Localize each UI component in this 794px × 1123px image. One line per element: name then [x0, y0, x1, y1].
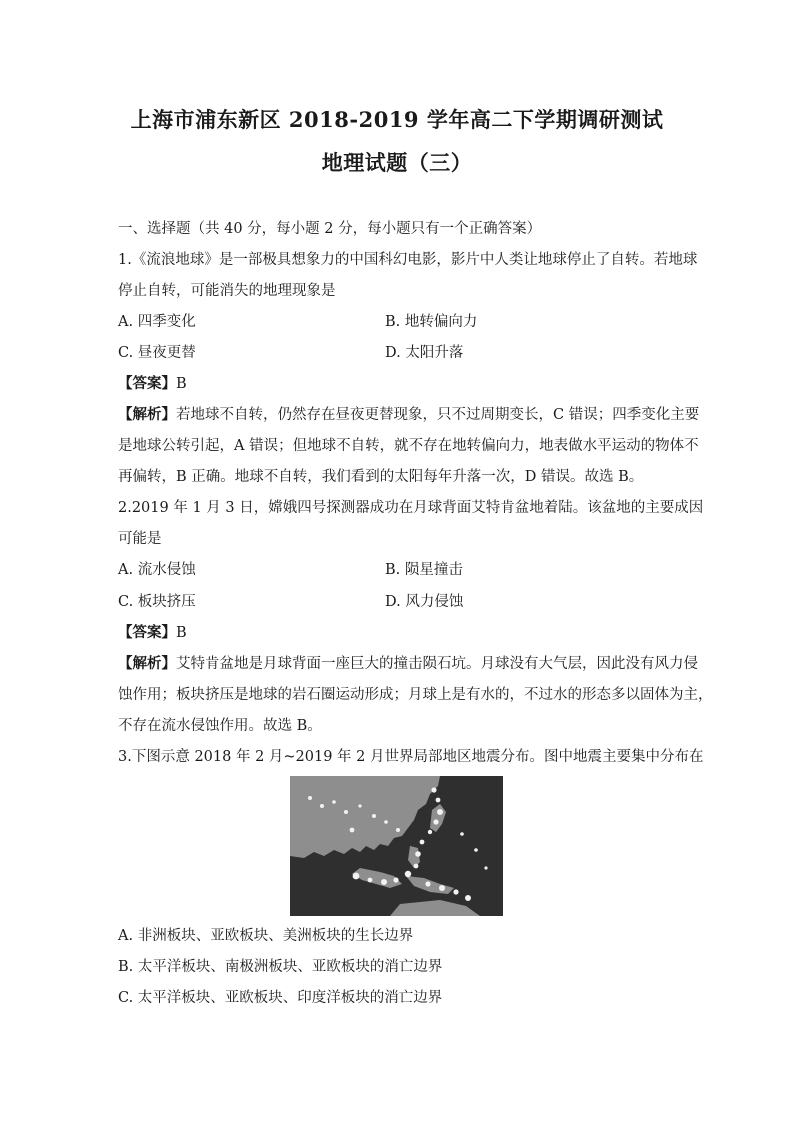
q3-option-a: A. 非洲板块、亚欧板块、美洲板块的生长边界 [118, 928, 414, 944]
earthquake-map-svg [290, 776, 503, 916]
q2-stem-line-1: 2.2019 年 1 月 3 日，嫦娥四号探测器成功在月球背面艾特肯盆地着陆。该盆地的主要成因 [118, 500, 704, 516]
quake-dot [332, 800, 336, 804]
quake-dot [484, 866, 487, 869]
q3-option-b: B. 太平洋板块、南极洲板块、亚欧板块的消亡边界 [118, 959, 443, 975]
quake-dot [420, 840, 425, 845]
quake-dot [372, 814, 376, 818]
quake-dot [415, 851, 421, 857]
quake-dot [308, 796, 312, 800]
section-heading: 一、选择题（共 40 分，每小题 2 分，每小题只有一个正确答案） [118, 221, 542, 237]
quake-dot [396, 828, 400, 832]
quake-dot [437, 809, 443, 815]
quake-dot [384, 820, 388, 824]
analysis-label: 【解析】 [118, 406, 176, 423]
quake-dot [320, 804, 324, 808]
quake-dot [405, 871, 411, 877]
q2-option-d: D. 风力侵蚀 [385, 594, 464, 610]
quake-dot [433, 819, 438, 824]
q3-stem-line-1: 3.下图示意 2018 年 2 月~2019 年 2 月世界局部地区地震分布。图中地震主要集中分布在 [118, 749, 704, 765]
quake-dot [428, 830, 432, 834]
q2-answer [118, 623, 678, 643]
q1-analysis-line-1 [118, 405, 700, 425]
q1-option-b: B. 地转偏向力 [385, 314, 478, 330]
quake-dot [344, 810, 348, 814]
q2-option-c: C. 板块挤压 [118, 594, 196, 610]
exam-subtitle: 地理试题（三） [321, 150, 473, 175]
q1-analysis-line-2: 是地球公转引起，A 错误；但地球不自转，就不存在地转偏向力，地表做水平运动的物体不 [118, 438, 699, 454]
q3-option-c: C. 太平洋板块、亚欧板块、印度洋板块的消亡边界 [118, 990, 443, 1006]
answer-value: B [176, 625, 187, 641]
q1-answer [118, 374, 678, 394]
quake-dot [381, 879, 387, 885]
exam-title: 上海市浦东新区 2018-2019 学年高二下学期调研测试 [130, 107, 664, 132]
earthquake-map-image [290, 776, 503, 916]
answer-value: B [176, 376, 187, 392]
quake-dot [358, 804, 361, 807]
q2-stem-line-2: 可能是 [118, 531, 162, 547]
quake-dot [431, 787, 436, 792]
q2-analysis-line-1 [118, 654, 698, 674]
quake-dot [465, 895, 471, 901]
q2-analysis-line-2: 蚀作用；板块挤压是地球的岩石圈运动形成；月球上是有水的，不过水的形态多以固体为主， [118, 687, 713, 703]
answer-label: 【答案】 [118, 375, 176, 392]
q2-option-b: B. 陨星撞击 [385, 562, 463, 578]
q1-analysis-line-3: 再偏转，B 正确。地球不自转，我们看到的太阳每年升落一次，D 错误。故选 B。 [118, 469, 644, 485]
analysis-text: 若地球不自转，仍然存在昼夜更替现象，只不过周期变长，C 错误；四季变化主要 [176, 407, 700, 423]
analysis-text: 艾特肯盆地是月球背面一座巨大的撞击陨石坑。月球没有大气层，因此没有风力侵 [176, 656, 698, 672]
q1-option-a: A. 四季变化 [118, 314, 196, 330]
quake-dot [453, 889, 458, 894]
quake-dot [425, 881, 430, 886]
q1-option-d: D. 太阳升落 [385, 345, 464, 361]
quake-dot [439, 885, 445, 891]
answer-label: 【答案】 [118, 624, 176, 641]
quake-dot [474, 848, 478, 852]
quake-dot [353, 873, 360, 880]
q2-analysis-line-3: 不存在流水侵蚀作用。故选 B。 [118, 718, 322, 734]
q1-option-c: C. 昼夜更替 [118, 345, 196, 361]
quake-dot [393, 877, 398, 882]
quake-dot [436, 798, 441, 803]
quake-dot [368, 878, 373, 883]
quake-dot [460, 832, 464, 836]
q2-option-a: A. 流水侵蚀 [118, 562, 196, 578]
q1-stem-line-2: 停止自转，可能消失的地理现象是 [118, 283, 336, 299]
q1-stem-line-1: 1.《流浪地球》是一部极具想象力的中国科幻电影，影片中人类让地球停止了自转。若地球 [118, 252, 698, 268]
analysis-label: 【解析】 [118, 655, 176, 672]
quake-dot [414, 864, 419, 869]
quake-dot [350, 828, 355, 833]
